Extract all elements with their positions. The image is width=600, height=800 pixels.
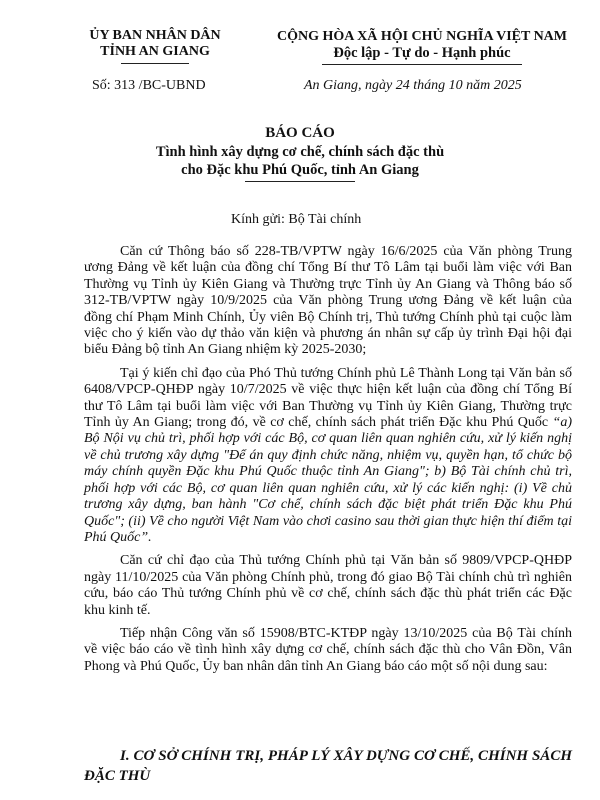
- title-underline: [245, 181, 355, 182]
- document-title: [0, 124, 600, 182]
- issuing-agency: [60, 28, 250, 64]
- paragraph-2-intro: Tại ý kiến chỉ đạo của Phó Thủ tướng Chính phủ Lê Thành Long tại Văn bản số 6408/VPCP-QHĐP ngày 10/7/2025 về việc thực hiện kết luận của đồng chí Tổng Bí thư Tô Lâm tại buổi làm việc với Ban Thường vụ Tỉnh ủy Kiên Giang, Thường trực Tỉnh ủy An Giang; trong đó, về cơ chế, chính sách phát triển Đặc khu Phú Quốc: [84, 365, 572, 431]
- paragraph-3: Căn cứ chỉ đạo của Thủ tướng Chính phủ tại Văn bản số 9809/VPCP-QHĐP ngày 11/10/2025 của Văn phòng Chính phủ, trong đó giao Bộ Tài chính chủ trì nghiên cứu, báo cáo Thủ tướng Chính phủ về cơ chế, chính sách đặc thù phát triển các Đặc khu kinh tế.: [84, 553, 572, 618]
- report-body: [84, 244, 572, 682]
- national-motto: Độc lập - Tự do - Hạnh phúc: [333, 45, 511, 61]
- motto-underline: [322, 64, 522, 65]
- subject-line-1: Tình hình xây dựng cơ chế, chính sách đặc thù: [155, 144, 445, 160]
- agency-line-2: TỈNH AN GIANG: [100, 44, 210, 59]
- section-heading: I. CƠ SỞ CHÍNH TRỊ, PHÁP LÝ XÂY DỰNG CƠ CHẾ, CHÍNH SÁCH ĐẶC THÙ: [84, 748, 572, 784]
- document-type: BÁO CÁO: [265, 125, 335, 141]
- paragraph-2-quote: “a) Bộ Nội vụ chủ trì, phối hợp với các Bộ, cơ quan liên quan nghiên cứu, xử lý kiến nghị về chủ trương xây dựng "Để án quy định chức năng, nhiệm vụ, quyền hạn, tổ chức bộ máy chính quyền Đặc khu Phú Quốc thuộc tỉnh An Giang"; b) Bộ Tài chính chủ trì, phối hợp với các Bộ, cơ quan liên quan nghiên cứu, xử lý các kiến nghị: (i) Về chủ trương xây dựng, ban hành "Cơ chế, chính sách đặc biệt phát triển Đặc khu Phú Quốc"; (ii) Về cho người Việt Nam vào chơi casino sau thời gian thực hiện thí điểm tại Phú Quốc”.: [84, 415, 572, 545]
- place-and-date: An Giang, ngày 24 tháng 10 năm 2025: [304, 78, 522, 93]
- national-heading: [272, 28, 572, 65]
- agency-underline: [121, 63, 189, 64]
- subject-line-2: cho Đặc khu Phú Quốc, tỉnh An Giang: [181, 162, 419, 178]
- paragraph-1: Căn cứ Thông báo số 228-TB/VPTW ngày 16/6/2025 của Văn phòng Trung ương Đảng về kết luận của đồng chí Tổng Bí thư Tô Lâm tại buổi làm việc với Ban Thường vụ Tỉnh ủy Kiên Giang và Thường trực Tỉnh ủy An Giang và Thông báo số 312-TB/VPTW ngày 10/9/2025 của Văn phòng Trung ương Đảng về kết luận của đồng chí Phạm Minh Chính, Ủy viên Bộ Chính trị, Thủ tướng Chính phủ tại cuộc làm việc cho ý kiến vào dự thảo văn kiện và phương án nhân sự cấp ủy trình Đại hội đại biểu Đảng bộ tỉnh An Giang nhiệm kỳ 2025-2030;: [84, 244, 572, 358]
- country-name: CỘNG HÒA XÃ HỘI CHỦ NGHĨA VIỆT NAM: [276, 29, 567, 44]
- recipient-line: Kính gửi: Bộ Tài chính: [231, 212, 362, 227]
- document-number: Số: 313 /BC-UBND: [92, 78, 206, 93]
- agency-line-1: ỦY BAN NHÂN DÂN: [89, 28, 221, 43]
- paragraph-2: [84, 366, 572, 546]
- paragraph-4: Tiếp nhận Công văn số 15908/BTC-KTĐP ngày 13/10/2025 của Bộ Tài chính về việc báo cáo về tình hình xây dựng cơ chế, chính sách đặc thù cho Vân Đồn, Vân Phong và Phú Quốc, Ủy ban nhân dân tỉnh An Giang báo cáo một số nội dung sau:: [84, 625, 572, 674]
